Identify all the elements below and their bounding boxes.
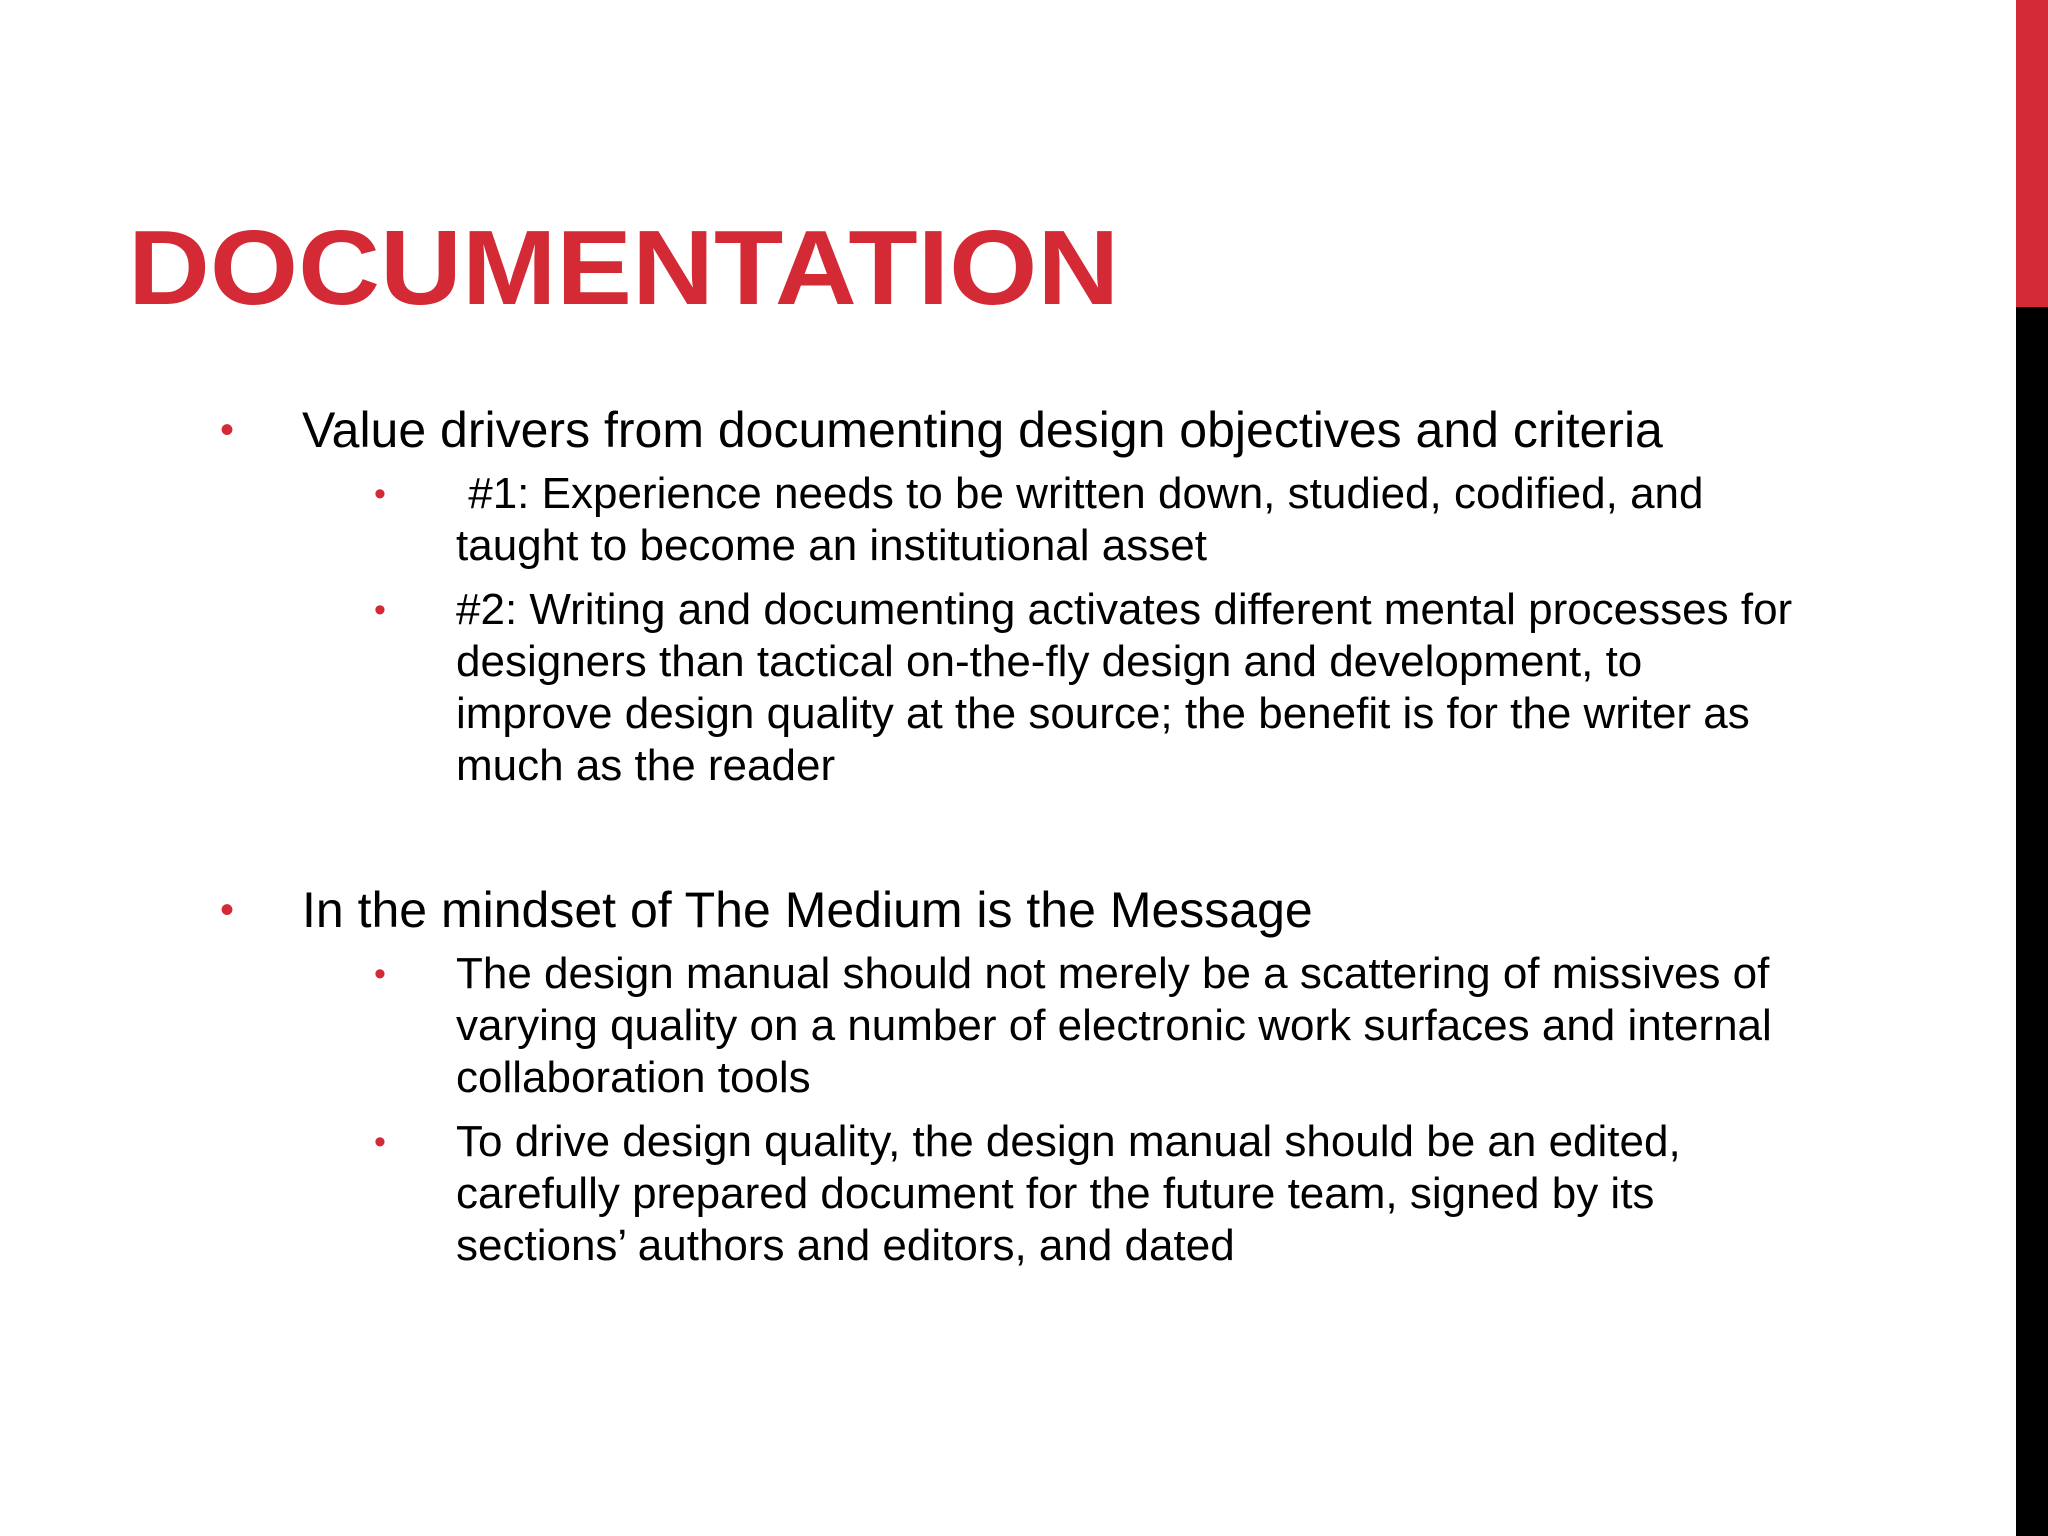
- bullet-icon: •: [220, 888, 235, 932]
- section-spacer: [220, 804, 1800, 880]
- section-heading: Value drivers from documenting design objectives and criteria: [302, 402, 1663, 458]
- bullet-section-2: [220, 880, 1800, 940]
- bullet-icon: •: [374, 955, 386, 993]
- sub-bullet-list: [220, 468, 1800, 792]
- side-accent-bar: [2016, 0, 2048, 1536]
- bullet-icon: •: [374, 1123, 386, 1161]
- bullet-section-1: [220, 400, 1800, 460]
- section-heading: In the mindset of The Medium is the Message: [302, 882, 1313, 938]
- sub-bullet-text: #2: Writing and documenting activates different mental processes for designers than tactical on-the-fly design and development, to improve design quality at the source; the benefit is for the writer as much as the reader: [456, 585, 1793, 790]
- bullet-icon: •: [374, 475, 386, 513]
- sub-bullet-item: [220, 1116, 1800, 1272]
- sub-bullet-item: [220, 468, 1800, 572]
- sub-bullet-text: To drive design quality, the design manual should be an edited, carefully prepared document for the future team, signed by its sections’ authors and editors, and dated: [456, 1117, 1681, 1270]
- sub-bullet-item: [220, 948, 1800, 1104]
- bullet-icon: •: [374, 591, 386, 629]
- slide-title: DOCUMENTATION: [128, 209, 1120, 327]
- sub-bullet-text: The design manual should not merely be a scattering of missives of varying quality on a number of electronic work surfaces and internal collaboration tools: [456, 949, 1772, 1102]
- side-accent-bar-red: [2016, 0, 2048, 307]
- bullet-icon: •: [220, 408, 235, 452]
- sub-bullet-text: #1: Experience needs to be written down, studied, codified, and taught to become an institutional asset: [456, 469, 1716, 570]
- side-accent-bar-black: [2016, 307, 2048, 1536]
- sub-bullet-item: [220, 584, 1800, 792]
- sub-bullet-list: [220, 948, 1800, 1272]
- slide-body: [220, 400, 1800, 1284]
